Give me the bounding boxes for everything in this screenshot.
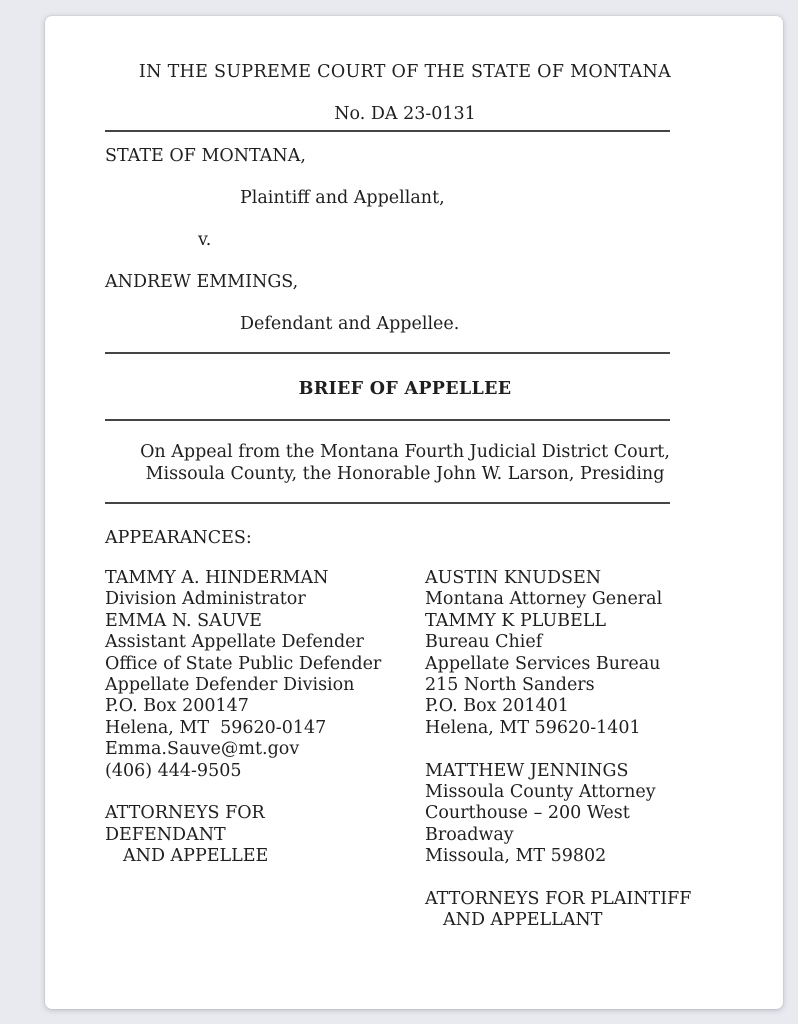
court-title: IN THE SUPREME COURT OF THE STATE OF MONTANA: [138, 62, 672, 82]
address-line: Office of State Public Defender: [105, 653, 382, 674]
address-line: Helena, MT 59620-1401: [425, 717, 641, 738]
address-line: Courthouse – 200 West: [425, 803, 630, 824]
horizontal-rule: [105, 352, 670, 354]
horizontal-rule: [105, 130, 670, 132]
caption-defendant-name: ANDREW EMMINGS,: [105, 272, 299, 292]
caption-plaintiff-name: STATE OF MONTANA,: [105, 146, 306, 166]
document-content: [45, 61, 705, 932]
caption-versus: v.: [198, 230, 212, 250]
address-line: TAMMY K PLUBELL: [425, 610, 607, 631]
address-line: ATTORNEYS FOR PLAINTIFF: [425, 889, 692, 910]
document-page: [45, 16, 783, 1009]
address-line: [425, 739, 705, 760]
address-line: Division Administrator: [105, 589, 306, 610]
appearances-right-column: [425, 568, 705, 932]
brief-title: BRIEF OF APPELLEE: [298, 379, 512, 399]
appearances-left-column: [105, 568, 425, 932]
caption-defendant-role: Defendant and Appellee.: [240, 314, 460, 334]
address-line: (406) 444-9505: [105, 760, 242, 781]
horizontal-rule: [105, 419, 670, 421]
address-line: 215 North Sanders: [425, 675, 595, 696]
address-line: Montana Attorney General: [425, 589, 663, 610]
address-line: Missoula, MT 59802: [425, 846, 607, 867]
address-line: Emma.Sauve@mt.gov: [105, 739, 300, 760]
address-line: Helena, MT 59620-0147: [105, 717, 327, 738]
address-line: P.O. Box 200147: [105, 696, 249, 717]
appearances-heading: APPEARANCES:: [105, 528, 252, 548]
address-line: P.O. Box 201401: [425, 696, 569, 717]
appeal-origin: [105, 441, 705, 485]
appeal-origin-line1: On Appeal from the Montana Fourth Judicial District Court,: [140, 442, 670, 462]
case-number: No. DA 23-0131: [334, 104, 476, 124]
address-line: Appellate Services Bureau: [425, 653, 661, 674]
address-line: Broadway: [425, 824, 514, 845]
address-line: Appellate Defender Division: [105, 675, 355, 696]
address-line: [425, 868, 705, 889]
address-line: Assistant Appellate Defender: [105, 632, 364, 653]
address-line: AUSTIN KNUDSEN: [425, 568, 602, 588]
address-line: EMMA N. SAUVE: [105, 610, 262, 631]
appearances-columns: [105, 568, 705, 932]
address-line: [105, 782, 425, 803]
appeal-origin-line2: Missoula County, the Honorable John W. Larson, Presiding: [145, 464, 665, 484]
address-line: MATTHEW JENNINGS: [425, 760, 629, 781]
address-line: AND APPELLEE: [123, 846, 269, 867]
horizontal-rule: [105, 502, 670, 504]
address-line: Missoula County Attorney: [425, 782, 656, 803]
caption-plaintiff-role: Plaintiff and Appellant,: [240, 188, 445, 208]
address-line: Bureau Chief: [425, 632, 543, 653]
address-line: AND APPELLANT: [443, 910, 603, 931]
address-line: DEFENDANT: [105, 824, 226, 845]
address-line: ATTORNEYS FOR: [105, 803, 265, 824]
address-line: TAMMY A. HINDERMAN: [105, 568, 329, 588]
